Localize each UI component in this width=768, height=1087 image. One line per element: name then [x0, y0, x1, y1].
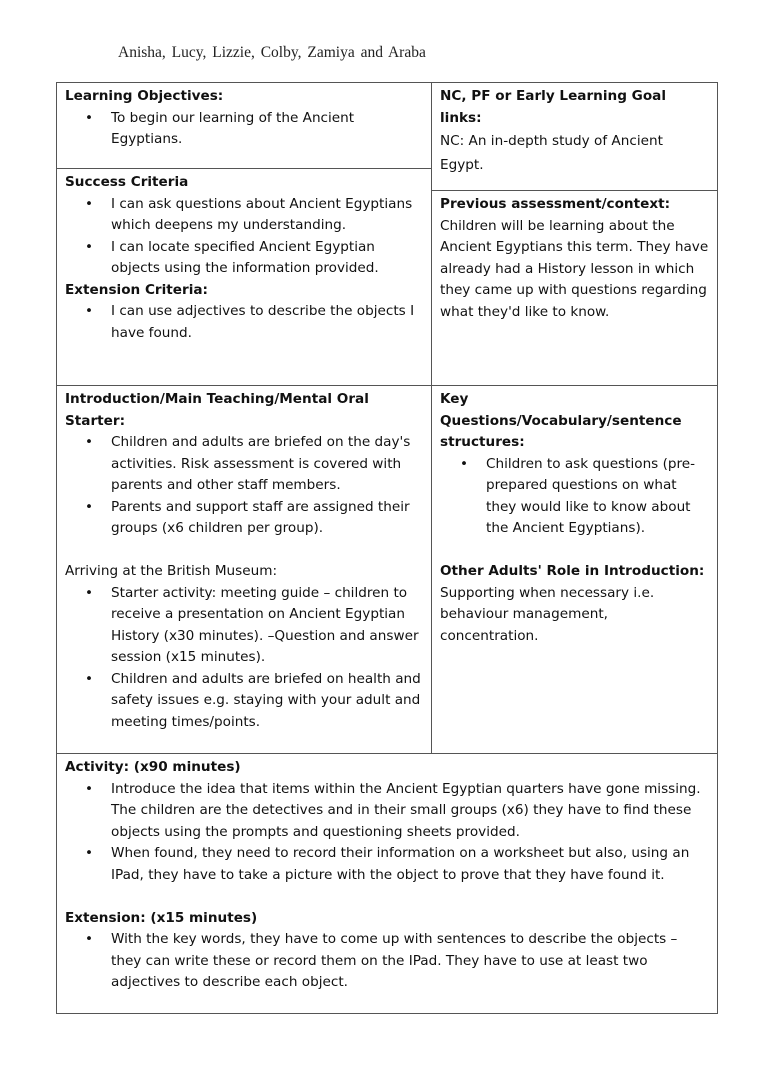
author-names: Anisha, Lucy, Lizzie, Colby, Zamiya and Araba: [118, 44, 426, 61]
introduction-heading: Introduction/Main Teaching/Mental Oral Starter:: [65, 391, 369, 429]
list-item: • To begin our learning of the Ancient Egyptians.: [65, 108, 423, 151]
nc-links-heading: NC, PF or Early Learning Goal links:: [440, 88, 666, 126]
list-item: • Children and adults are briefed on health and safety issues e.g. staying with your adult and meeting times/points.: [65, 669, 423, 734]
key-questions-cell: [432, 386, 717, 650]
other-adults-text: Supporting when necessary i.e. behaviour management, concentration.: [440, 584, 655, 644]
list-item: • When found, they need to record their information on a worksheet but also, using an IPad, they have to take a picture with the object to prove that they have found it.: [65, 843, 709, 886]
success-criteria-heading: Success Criteria: [65, 174, 189, 190]
activity-cell: [57, 754, 717, 997]
list-item: • With the key words, they have to come up with sentences to describe the objects – they can write these or record them on the IPad. They have to use at least two adjectives to describe each object.: [65, 929, 709, 994]
museum-subheading: Arriving at the British Museum:: [65, 563, 278, 579]
introduction-list: [65, 432, 423, 540]
list-item: • Parents and support staff are assigned their groups (x6 children per group).: [65, 497, 423, 540]
learning-objectives-list: [65, 108, 423, 151]
museum-list: [65, 583, 423, 734]
nc-links-text: NC: An in-depth study of Ancient Egypt.: [440, 133, 663, 173]
previous-assessment-text: Children will be learning about the Ancient Egyptians this term. They have already had a History lesson in which they came up with questions regarding what they'd like to know.: [440, 217, 709, 320]
key-questions-heading: Key Questions/Vocabulary/sentence structures:: [440, 391, 682, 450]
list-item: • Starter activity: meeting guide – children to receive a presentation on Ancient Egyptian History (x30 minutes). –Question and answer session (x15 minutes).: [65, 583, 423, 669]
list-item: • Children and adults are briefed on the day's activities. Risk assessment is covered with parents and other staff members.: [65, 432, 423, 497]
introduction-cell: [57, 386, 431, 736]
activity-heading: Activity: (x90 minutes): [65, 759, 241, 775]
extension-criteria-heading: Extension Criteria:: [65, 281, 208, 298]
nc-links-cell: [432, 83, 717, 180]
previous-assessment-heading: Previous assessment/context:: [440, 196, 671, 212]
success-criteria-cell: [57, 169, 431, 347]
list-item: • I can ask questions about Ancient Egyptians which deepens my understanding.: [65, 194, 423, 237]
key-questions-list: [440, 454, 709, 540]
list-item: • Introduce the idea that items within the Ancient Egyptian quarters have gone missing. The children are the detectives and in their small groups (x6) they have to find these objects using the prompts and questioning sheets provided.: [65, 779, 709, 844]
extension-heading: Extension: (x15 minutes): [65, 909, 258, 926]
success-criteria-list: [65, 194, 423, 280]
activity-list: [65, 779, 709, 887]
list-item: • I can locate specified Ancient Egyptian objects using the information provided.: [65, 237, 423, 280]
extension-criteria-list: [65, 301, 423, 344]
extension-list: [65, 929, 709, 994]
learning-objectives-cell: [57, 83, 431, 154]
other-adults-heading: Other Adults' Role in Introduction:: [440, 563, 705, 579]
learning-objectives-heading: Learning Objectives:: [65, 88, 224, 104]
list-item: • I can use adjectives to describe the objects I have found.: [65, 301, 423, 344]
list-item: • Children to ask questions (pre-prepared questions on what they would like to know about the Ancient Egyptians).: [440, 454, 709, 540]
previous-assessment-cell: [432, 191, 717, 326]
